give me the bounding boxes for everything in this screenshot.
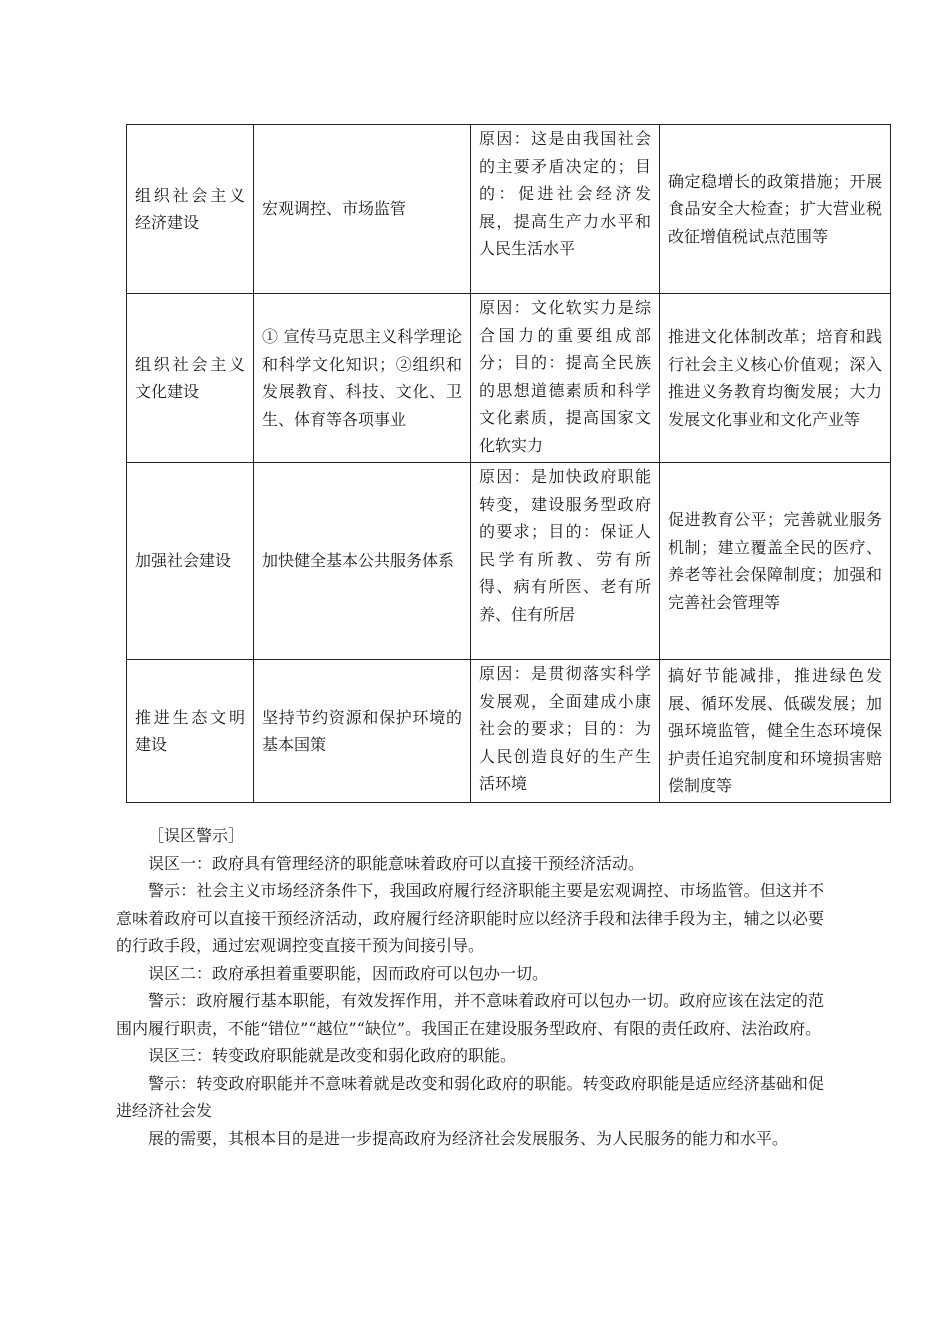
warning-paragraph: 警示：社会主义市场经济条件下，我国政府履行经济职能主要是宏观调控、市场监管。但这并不意味着政府可以直接干预经济活动，政府履行经济职能时应以经济手段和法律手段为主，辅之以必要的行政手段，通过宏观调控变直接干预为间接引导。 bbox=[116, 881, 824, 955]
reason-cell: 原因：是加快政府职能转变，建设服务型政府的要求；目的：保证人民学有所教、劳有所得、病有所医、老有所养、住有所居 bbox=[471, 463, 660, 660]
misconception-paragraph: 误区二：政府承担着重要职能，因而政府可以包办一切。 bbox=[148, 963, 549, 983]
table-row bbox=[127, 463, 891, 660]
table-row bbox=[127, 660, 891, 803]
reason-cell: 原因：文化软实力是综合国力的重要组成部分；目的：提高全民族的思想道德素质和科学文化素质，提高国家文化软实力 bbox=[471, 294, 660, 463]
measures-cell: 促进教育公平；完善就业服务机制；建立覆盖全民的医疗、养老等社会保障制度；加强和完善社会管理等 bbox=[660, 463, 891, 660]
measures-cell: 推进文化体制改革；培育和践行社会主义核心价值观；深入推进义务教育均衡发展；大力发展文化事业和文化产业等 bbox=[660, 294, 891, 463]
misconception-paragraph: 误区一：政府具有管理经济的职能意味着政府可以直接干预经济活动。 bbox=[148, 853, 645, 873]
content-cell: 宏观调控、市场监管 bbox=[254, 125, 471, 294]
content-cell: 加快健全基本公共服务体系 bbox=[254, 463, 471, 660]
reason-cell: 原因：这是由我国社会的主要矛盾决定的；目的：促进社会经济发展，提高生产力水平和人民生活水平 bbox=[471, 125, 660, 294]
warning-paragraph-continued: 展的需要，其根本目的是进一步提高政府为经济社会发展服务、为人民服务的能力和水平。 bbox=[148, 1128, 789, 1148]
misconception-paragraph: 误区三：转变政府职能就是改变和弱化政府的职能。 bbox=[148, 1046, 517, 1065]
reason-cell: 原因：是贯彻落实科学发展观，全面建成小康社会的要求；目的：为人民创造良好的生产生活环境 bbox=[471, 660, 660, 803]
function-cell: 加强社会建设 bbox=[127, 463, 254, 660]
function-cell: 推进生态文明建设 bbox=[127, 660, 254, 803]
functions-table-container bbox=[126, 124, 882, 803]
content-cell: ① 宣传马克思主义科学理论和科学文化知识；②组织和发展教育、科技、文化、卫生、体育等各项事业 bbox=[254, 294, 471, 463]
warning-paragraph: 警示：转变政府职能并不意味着就是改变和弱化政府的职能。转变政府职能是适应经济基础和促进经济社会发 bbox=[116, 1073, 824, 1120]
warning-paragraph: 警示：政府履行基本职能，有效发挥作用，并不意味着政府可以包办一切。政府应该在法定的范围内履行职责，不能“错位”“越位”“缺位”。我国正在建设服务型政府、有限的责任政府、法治政府。 bbox=[116, 991, 824, 1038]
table-row bbox=[127, 294, 891, 463]
section-heading: ［误区警示］ bbox=[148, 826, 245, 845]
measures-cell: 搞好节能减排，推进绿色发展、循环发展、低碳发展；加强环境监管，健全生态环境保护责任追究制度和环境损害赔偿制度等 bbox=[660, 660, 891, 803]
table-row bbox=[127, 125, 891, 294]
content-cell: 坚持节约资源和保护环境的基本国策 bbox=[254, 660, 471, 803]
measures-cell: 确定稳增长的政策措施；开展食品安全大检查；扩大营业税改征增值税试点范围等 bbox=[660, 125, 891, 294]
function-cell: 组织社会主义经济建设 bbox=[127, 125, 254, 294]
misconception-warnings bbox=[116, 822, 824, 1152]
government-functions-table bbox=[126, 124, 891, 803]
function-cell: 组织社会主义文化建设 bbox=[127, 294, 254, 463]
